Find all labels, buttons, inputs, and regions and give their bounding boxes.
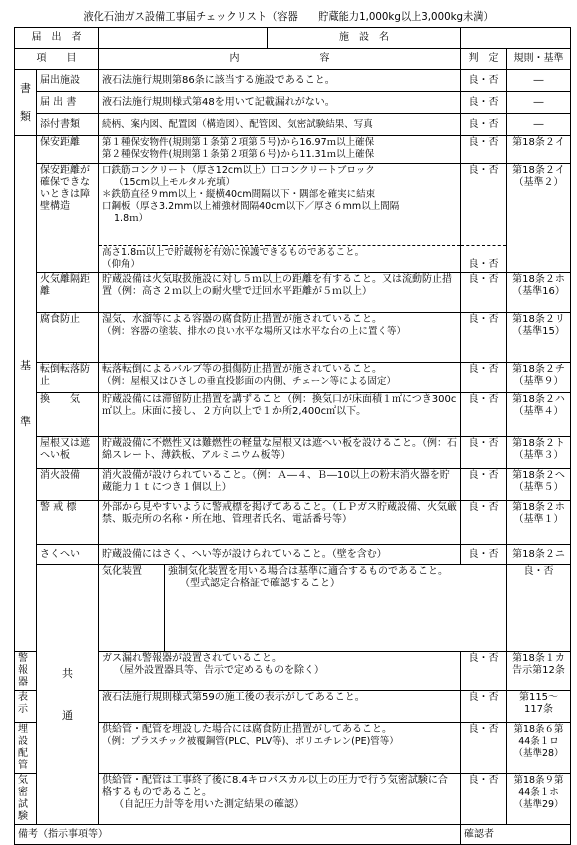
table-row: [15, 437, 571, 469]
table-row: [15, 114, 571, 136]
col-judge: 判 定: [461, 49, 507, 70]
facility-field[interactable]: [461, 28, 571, 49]
judge-cell[interactable]: 良・否: [461, 70, 507, 92]
item-content: 液石法施行規則様式第59の施工後の表示がしてあること。: [99, 691, 461, 723]
judge-cell[interactable]: 良・否: [461, 774, 507, 825]
item-content: 液石法施行規則第86条に該当する施設であること。: [99, 70, 461, 92]
judge-cell[interactable]: 良・否: [461, 114, 507, 136]
checklist-table: [14, 27, 571, 845]
table-row: [15, 691, 571, 723]
category-standards: 基 準: [15, 136, 37, 652]
item-label: 腐食防止: [37, 313, 99, 363]
applicant-field[interactable]: [99, 28, 268, 49]
rule-cell: 第18条１カ告示第12条: [507, 652, 571, 691]
item-label: 警 報 器: [15, 652, 37, 691]
item-content: 貯蔵設備は火気取扱施設に対し５ｍ以上の距離を有すること。又は流動防止措置（例：高さ２ｍ以上の耐火壁で迂回水平距離が５ｍ以上）: [99, 273, 461, 313]
rule-cell: 第18条２リ（基準15）: [507, 313, 571, 363]
rule-cell: 第18条２ホ（基準16）: [507, 273, 571, 313]
item-content: 続柄、案内図、配置図（構造図）、配管図、気密試験結果、写真: [99, 114, 461, 136]
item-label: 火気離隔距離: [37, 273, 99, 313]
rule-cell: 第18条２チ（基準９）: [507, 363, 571, 393]
item-label: 埋設配管: [15, 723, 37, 774]
rule-cell: ―: [507, 70, 571, 92]
item-label: 保安距離が確保できないときは障壁構造: [37, 164, 99, 273]
item-label: 転倒転落防止: [37, 363, 99, 393]
rule-cell: 第18条２ホ（基準１）: [507, 501, 571, 545]
item-content: 転落転倒によるバルブ等の損傷防止措置が施されていること。 （例：屋根又はひさしの垂直投影面の内側、チェーン等による固定）: [99, 363, 461, 393]
judge-cell[interactable]: 良・否: [461, 437, 507, 469]
table-row: [15, 363, 571, 393]
item-label: 添付書類: [37, 114, 99, 136]
remarks-field[interactable]: 備考（指示事項等）: [15, 825, 461, 845]
item-label: 警 戒 標: [37, 501, 99, 545]
item-label: 屋根又は遮へい板: [37, 437, 99, 469]
item-content: 供給管・配管を埋設した場合には腐食防止措置がしてあること。 （例：プラスチック被覆鋼管(PLC、PLV等)、ポリエチレン(PE)管等）: [99, 723, 461, 774]
col-content: 内 容: [99, 49, 461, 70]
judge-cell[interactable]: 良・否: [461, 273, 507, 313]
rule-cell: 第18条２イ: [507, 136, 571, 164]
item-content: 外部から見やすいように警戒標を掲げてあること。（ＬＰガス貯蔵設備、火気厳禁、販売所の名称・所在地、管理者氏名、電話番号等）: [99, 501, 461, 545]
rule-cell: 第18条２ト（基準３）: [507, 437, 571, 469]
judge-cell[interactable]: 良・否: [461, 313, 507, 363]
table-row: [15, 273, 571, 313]
item-content: 貯蔵設備に不燃性又は難燃性の軽量な屋根又は遮へい板を設けること。（例：石綿スレート、薄鉄板、アルミニウム板等）: [99, 437, 461, 469]
column-header-row: [15, 49, 571, 70]
judge-cell[interactable]: 良・否: [461, 501, 507, 545]
item-label: 表 示: [15, 691, 37, 723]
facility-label: 施 設 名: [268, 28, 461, 49]
rule-cell: 第18条２へ（基準５）: [507, 469, 571, 501]
page-title: 液化石油ガス設備工事届チェックリスト（容器 貯蔵能力1,000kg以上3,000kg未満）: [83, 10, 494, 23]
table-row: [15, 393, 571, 437]
confirmer-field[interactable]: 確認者: [461, 825, 571, 845]
item-content: ガス漏れ警報器が設置されていること。 （屋外設置器具等、告示で定めるものを除く）: [99, 652, 461, 691]
applicant-label: 届 出 者: [15, 28, 99, 49]
table-row: [15, 545, 571, 565]
table-row: [15, 723, 571, 774]
table-row: [15, 652, 571, 691]
item-content: 貯蔵設備にはさく、へい等が設けられていること。（壁を含む）: [99, 545, 461, 565]
item-label: 保安距離: [37, 136, 99, 164]
col-item: 項 目: [15, 49, 99, 70]
item-content: 高さ1.8ｍ以上で貯蔵物を有効に保護できるものであること。 （仰角）: [99, 246, 461, 273]
item-content: 貯蔵設備には滞留防止措置を講ずること（例：換気口が床面積１㎡につき300c㎡以上。床面に接し、２方向以上で１か所2,400c㎡以下。: [99, 393, 461, 437]
judge-cell[interactable]: 良・否: [461, 723, 507, 774]
judge-cell[interactable]: 良・否: [461, 652, 507, 691]
judge-cell[interactable]: 良・否: [507, 565, 571, 652]
item-label: 換 気: [37, 393, 99, 437]
table-row: [15, 501, 571, 545]
rule-cell: ―: [507, 114, 571, 136]
table-row: [15, 136, 571, 164]
rule-cell: 第115～117条: [507, 691, 571, 723]
col-rule: 規則・基準: [507, 49, 571, 70]
judge-cell[interactable]: 良・否: [461, 469, 507, 501]
rule-cell: 第18条２ニ: [507, 545, 571, 565]
rule-cell: 第18条９第44条１ホ（基準29）: [507, 774, 571, 825]
rule-cell: 第18条６第44条１ロ（基準28）: [507, 723, 571, 774]
item-label: 届 出 書: [37, 92, 99, 114]
table-row: [15, 246, 571, 273]
item-content: 湿気、水溜等による容器の腐食防止措置が施されていること。 （例：容器の塗装、排水の良い水平な場所又は水平な台の上に置く等）: [99, 313, 461, 363]
table-row: [15, 565, 571, 652]
rule-cell: 第18条２イ（基準２）: [507, 164, 571, 273]
item-content: 第１種保安物件(規則第１条第２項第５号)から16.97ｍ以上確保 第２種保安物件(規則第１条第２項第６号)から11.31ｍ以上確保: [99, 136, 461, 164]
item-content: 消火設備が設けられていること。（例：Ａ―４、Ｂ―10以上の粉末消火器を貯蔵能力１ｔにつき１個以上）: [99, 469, 461, 501]
item-label: 届出施設: [37, 70, 99, 92]
footer-row: [15, 825, 571, 845]
judge-cell[interactable]: 良・否: [461, 164, 507, 246]
judge-cell[interactable]: 良・否: [461, 363, 507, 393]
judge-cell[interactable]: 良・否: [461, 393, 507, 437]
table-row: [15, 313, 571, 363]
judge-cell[interactable]: 良・否: [461, 545, 507, 565]
item-label: 気化装置: [99, 565, 165, 652]
judge-cell[interactable]: 良・否: [461, 92, 507, 114]
category-docs: 書 類: [15, 70, 37, 136]
table-row: [15, 164, 571, 246]
judge-cell[interactable]: 良・否: [461, 246, 507, 273]
applicant-row: [15, 28, 571, 49]
item-content: 口鉄筋コンクリート（厚さ12cm以上）口コンクリートブロック （15cm以上モルタル充填） ＊鉄筋直径９mm以上・縦横40cm間隔以下・隅部を確実に結束 口鋼板（厚さ3.2mm以上補強材間隔40cm以下／厚さ６mm以上間隔 1.8ｍ）: [99, 164, 461, 246]
item-content: 供給管・配管は工事終了後に8.4キロパスカル以上の圧力で行う気密試験に合格するものであること。 （自記圧力計等を用いた測定結果の確認）: [99, 774, 461, 825]
rule-cell: ―: [507, 92, 571, 114]
table-row: [15, 469, 571, 501]
judge-cell[interactable]: 良・否: [461, 136, 507, 164]
item-label: 消火設備: [37, 469, 99, 501]
item-content: 強制気化装置を用いる場合は基準に適合するものであること。 （型式認定合格証で確認すること）: [165, 565, 507, 652]
table-row: [15, 774, 571, 825]
table-row: [15, 92, 571, 114]
table-row: [15, 70, 571, 92]
item-content: 液石法施行規則様式第48を用いて記載漏れがない。: [99, 92, 461, 114]
item-label: さくへい: [37, 545, 99, 565]
rule-cell: 第18条２ハ（基準４）: [507, 393, 571, 437]
judge-cell[interactable]: 良・否: [461, 691, 507, 723]
item-label: 気密試験: [15, 774, 37, 825]
category-common: 共 通: [37, 565, 99, 825]
